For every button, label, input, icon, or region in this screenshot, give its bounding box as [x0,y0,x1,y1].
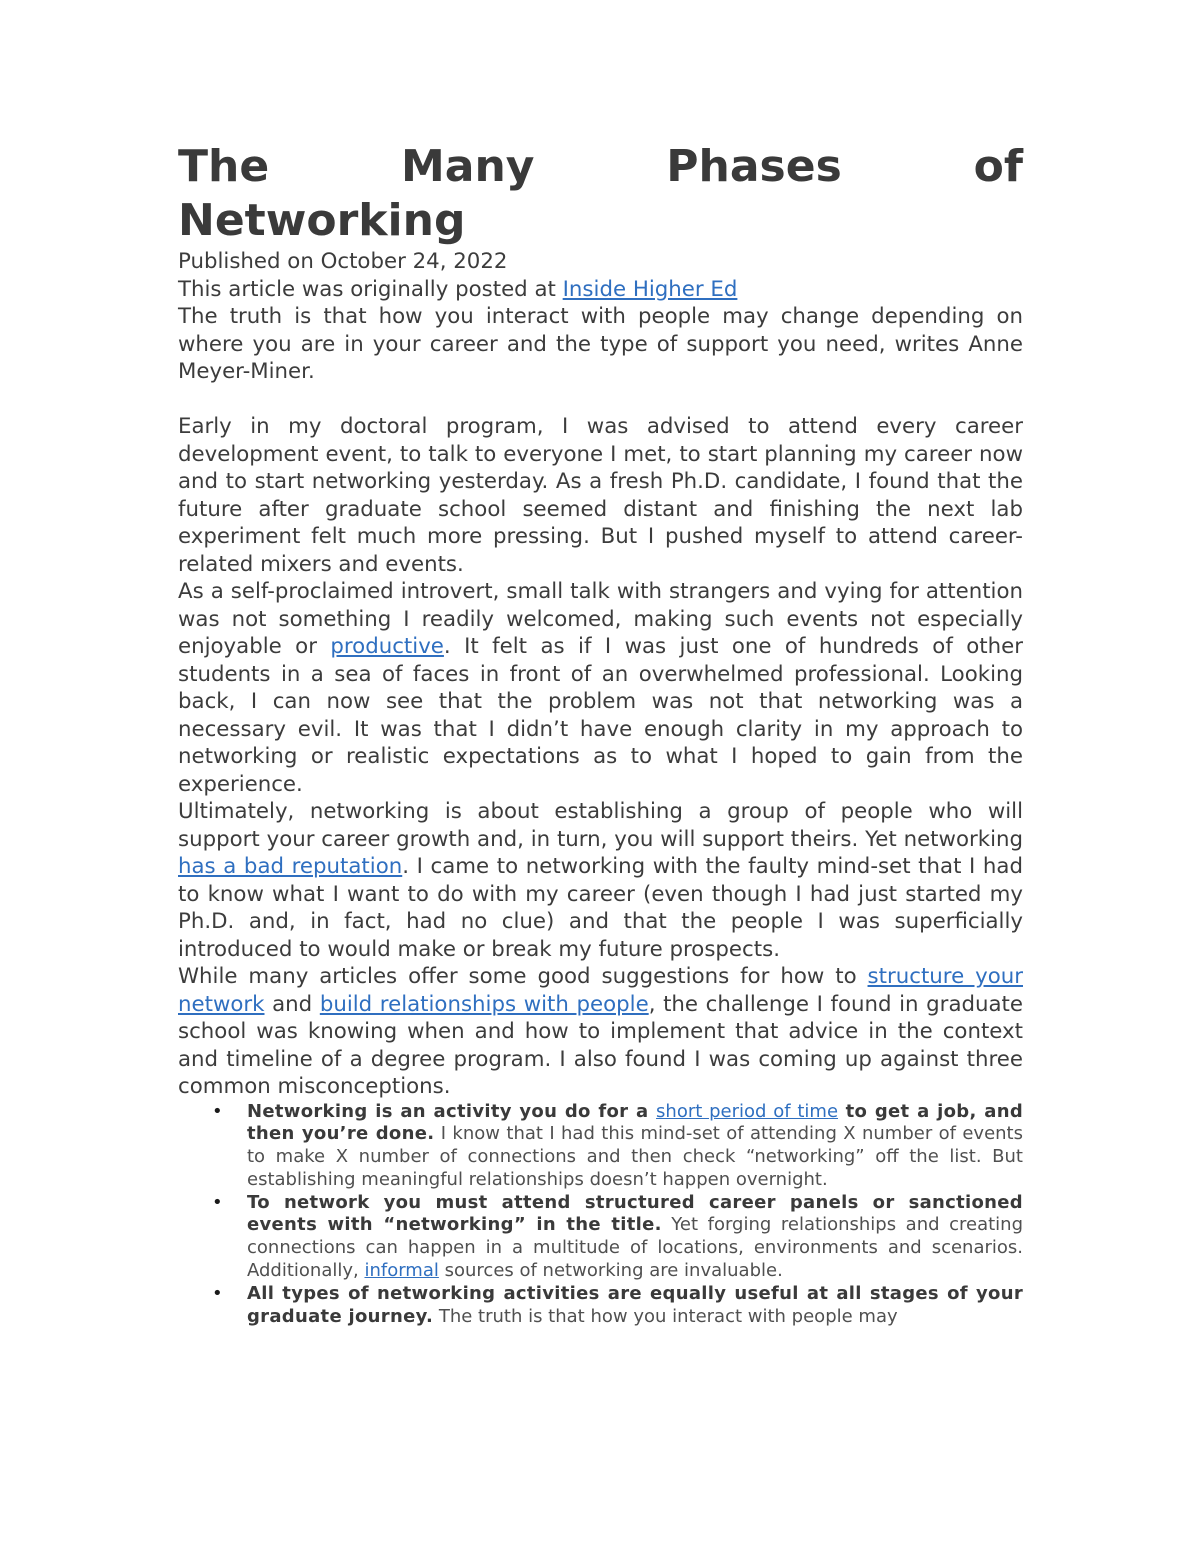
title-line-2: Networking [178,195,466,246]
inside-higher-ed-link[interactable]: Inside Higher Ed [562,276,738,302]
productive-link[interactable]: productive [330,634,444,659]
build-relationships-link[interactable]: build relationships with people [319,991,649,1017]
title-line-1 [178,140,1023,194]
misconception-3-bold: All types of networking activities are equally useful at all stages of your graduate journey. [247,1282,1023,1327]
paragraph-3-text-b: . I came to networking with the faulty mind-set that I had to know what I want to do with my career (even though I had just started my Ph.D. and, in fact, had no clue) and that the people I was superficially introduced to would make or break my future prospects. [178,854,1023,962]
misconceptions-list [178,1101,1023,1329]
paragraph-2-text-b: . It felt as if I was just one of hundreds of other students in a sea of faces in front of an overwhelmed professional. Looking back, I can now see that the problem was not that networking was a necessary evil. It was that I didn’t have enough clarity in my approach to networking or realistic expectations as to what I hoped to gain from the experience. [178,634,1023,797]
list-item [178,1101,1023,1192]
article-title [178,140,1023,248]
misconception-1-text: I know that I had this mind-set of attending X number of events to make X number of connections and then check “networking” off the list. But establishing meaningful relationships doesn’t happen overnight. [247,1123,1023,1190]
paragraph-4 [178,963,1023,1101]
bad-reputation-link[interactable]: has a bad reputation [178,854,403,879]
short-period-link[interactable]: short period of time [656,1100,839,1122]
paragraph-3-text-a: Ultimately, networking is about establishing a group of people who will support your career growth and, in turn, you will support theirs. Yet networking [178,799,1023,852]
bullet-icon: • [212,1100,223,1122]
misconception-2-bold: To network you must attend structured career panels or sanctioned events with “networking” in the title. [247,1191,1023,1236]
paragraph-2-text-a: As a self-proclaimed introvert, small talk with strangers and vying for attention was not something I readily welcomed, making such events not especially enjoyable or [178,579,1023,659]
title-word-3: Phases [666,141,842,192]
paragraph-4-text-b: and [264,991,320,1017]
informal-link[interactable]: informal [364,1260,439,1282]
document-page [178,140,1023,1328]
list-item [178,1283,1023,1329]
article-body [178,248,1023,1101]
paragraph-1: Early in my doctoral program, I was advised to attend every career development event, to talk to everyone I met, to start planning my career now and to start networking yesterday. As a fresh Ph.D. candidate, I found that the future after graduate school seemed distant and finishing the next lab experiment felt much more pressing. But I pushed myself to attend career-related mixers and events. [178,414,1023,577]
misconception-2-text-b: sources of networking are invaluable. [438,1260,783,1282]
misconception-1-bold-a: Networking is an activity you do for a [247,1100,657,1122]
misconception-1-bold-b: to get a job, and then you’re done. [247,1100,1024,1145]
paragraph-2 [178,578,1023,798]
paragraph-gap [178,386,1023,414]
paragraph-3 [178,798,1023,963]
title-word-1: The [178,141,270,192]
paragraph-4-text-a: While many articles offer some good suggestions for how to [178,964,868,989]
bullet-icon: • [212,1282,223,1304]
paragraph-4-text-c: , the challenge I found in graduate school was knowing when and how to implement that advice in the context and timeline of a degree program. I also found I was coming up against three common misconceptions. [178,991,1024,1099]
article-dek: The truth is that how you interact with people may change depending on where you are in your career and the type of support you need, writes Anne Meyer-Miner. [178,304,1023,384]
origin-line [178,276,1023,304]
misconception-2-text-a: Yet forging relationships and creating connections can happen in a multitude of locations, environments and scenarios. Additionally, [247,1214,1023,1282]
misconception-3-text: The truth is that how you interact with people may [433,1305,898,1327]
list-item [178,1192,1023,1283]
bullet-icon: • [212,1191,223,1213]
origin-prefix: This article was originally posted at [178,276,563,302]
title-word-2: Many [401,141,535,192]
published-date: Published on October 24, 2022 [178,249,508,274]
title-word-4: of [973,141,1023,192]
structure-network-link[interactable]: structure your network [178,964,1023,1017]
